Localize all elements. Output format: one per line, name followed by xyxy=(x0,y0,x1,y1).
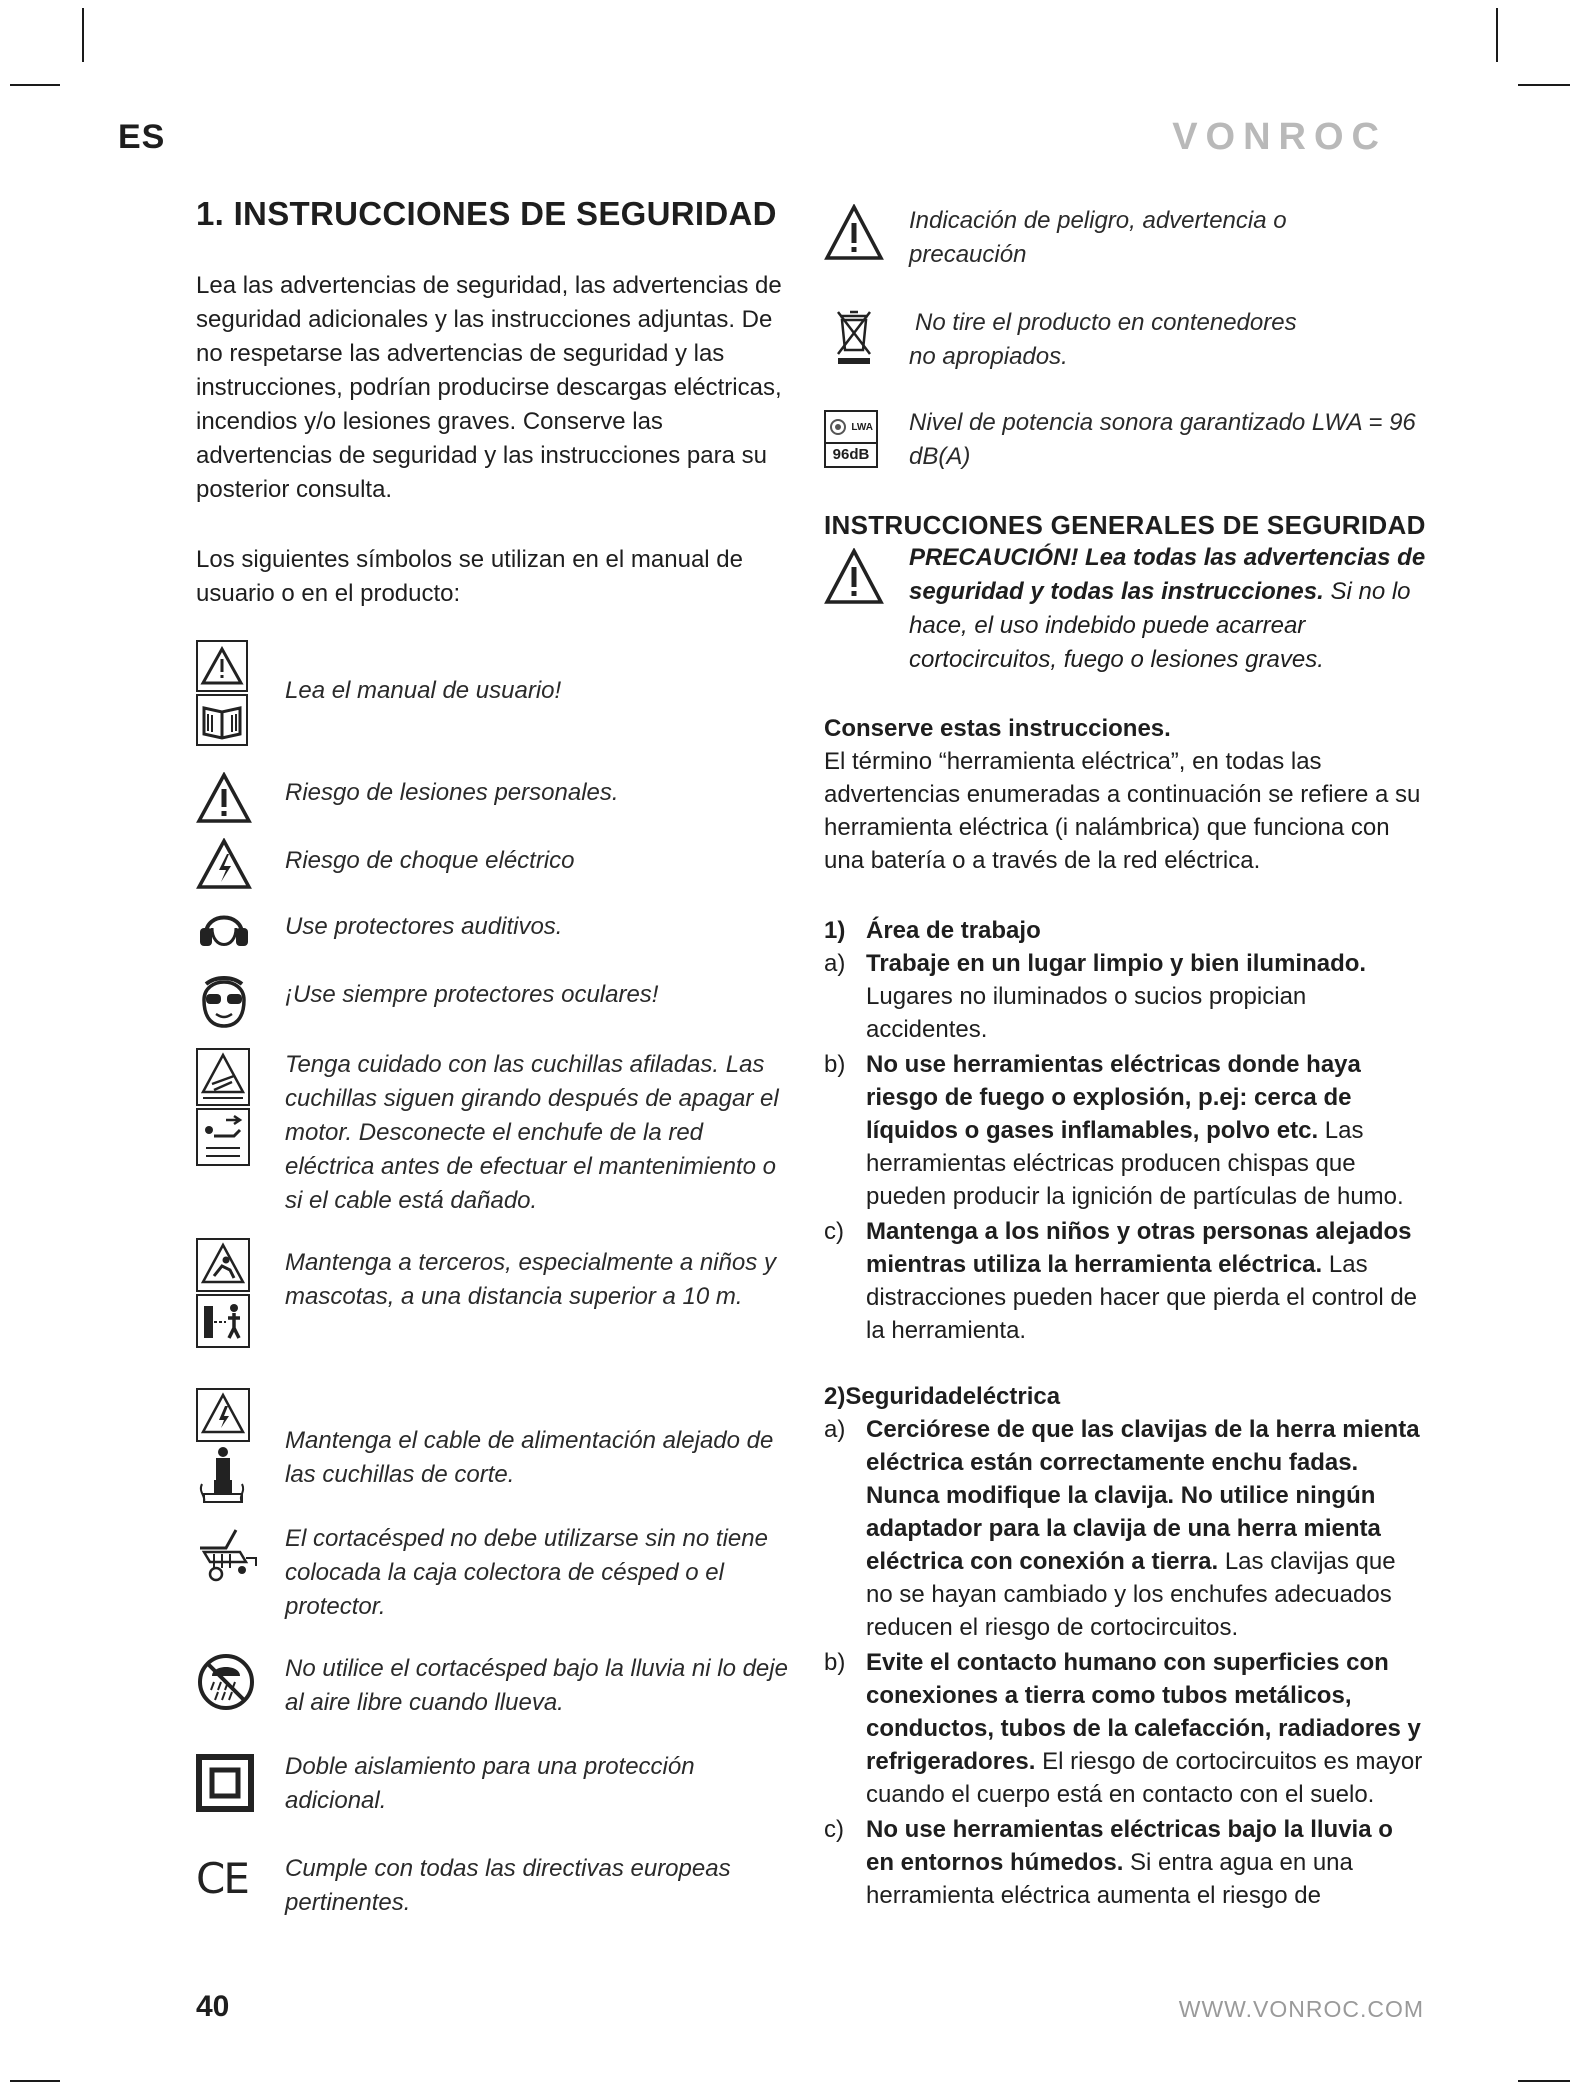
item-bold: Evite el contacto humano con superficies con conexiones a tierra como tubos metálicos, conductos, tubos de la calefacción, radiadores y refrigeradores. xyxy=(866,1649,1421,1775)
symbol-text: ¡Use siempre protectores oculares! xyxy=(285,981,659,1008)
crop-mark xyxy=(1496,8,1498,62)
sound-level-label: 96dB xyxy=(826,442,876,466)
sharp-blades-icon xyxy=(196,1048,250,1166)
item-label: c) xyxy=(824,1218,844,1245)
caution-icon xyxy=(824,548,884,611)
crop-mark xyxy=(82,8,84,62)
keep-distance-icon xyxy=(196,1238,250,1348)
section-number: 1) xyxy=(824,917,846,944)
double-insulation-icon xyxy=(196,1754,254,1812)
item-label: a) xyxy=(824,950,846,977)
crop-mark xyxy=(1518,2080,1570,2082)
symbol-text: Mantenga a terceros, especialmente a niños y mascotas, a una distancia superior a 10 m. xyxy=(285,1249,776,1310)
list-item xyxy=(824,1215,1424,1347)
cable-away-icon xyxy=(196,1388,250,1506)
symbol-text: Indicación de peligro, advertencia o precaución xyxy=(909,207,1287,268)
symbol-text: No tire el producto en contenedores no apropiados. xyxy=(909,309,1297,370)
section-title: Área de trabajo xyxy=(866,917,1041,944)
item-label: b) xyxy=(824,1649,846,1676)
item-label: a) xyxy=(824,1416,846,1443)
ear-protection-icon xyxy=(196,904,252,960)
no-rain-icon xyxy=(196,1652,256,1712)
left-column xyxy=(196,195,796,637)
sound-power-icon xyxy=(824,410,878,468)
keep-instructions xyxy=(824,712,1424,877)
crop-mark xyxy=(10,2080,60,2082)
website-url: WWW.VONROC.COM xyxy=(1178,1996,1424,2022)
language-code: ES xyxy=(118,118,166,156)
electric-shock-icon xyxy=(196,838,252,890)
warning-icon xyxy=(196,772,252,824)
list-item xyxy=(824,1813,1424,1912)
grass-box-icon xyxy=(196,1522,260,1586)
symbol-text: Riesgo de choque eléctrico xyxy=(285,847,575,874)
section-title: 2)Seguridadeléctrica xyxy=(824,1383,1061,1410)
symbol-text: Lea el manual de usuario! xyxy=(285,677,562,704)
item-label: b) xyxy=(824,1051,846,1078)
page-title: 1. INSTRUCCIONES DE SEGURIDAD xyxy=(196,195,777,232)
item-bold: No use herramientas eléctricas bajo la lluvia o en entornos húmedos. xyxy=(866,1816,1393,1876)
ce-mark-label: CE xyxy=(196,1854,248,1903)
item-text: Si entra agua en una herramienta eléctrica aumenta el riesgo de xyxy=(866,1849,1353,1909)
item-bold: Trabaje en un lugar limpio y bien iluminado. xyxy=(866,950,1367,977)
symbol-text: Use protectores auditivos. xyxy=(285,913,563,940)
keep-title: Conserve estas instrucciones. xyxy=(824,715,1171,742)
keep-text: El término “herramienta eléctrica”, en todas las advertencias enumeradas a continuación se refiere a su herramienta eléctrica (i nalámbrica) que funciona con una batería o a través de la red eléctrica. xyxy=(824,748,1421,874)
crop-mark xyxy=(10,84,60,86)
symbol-text: No utilice el cortacésped bajo la lluvia ni lo deje al aire libre cuando llueva. xyxy=(285,1655,788,1716)
general-safety-title: INSTRUCCIONES GENERALES DE SEGURIDAD xyxy=(824,510,1426,540)
symbol-text: Mantenga el cable de alimentación alejado de las cuchillas de corte. xyxy=(285,1427,774,1488)
list-item xyxy=(824,947,1424,1046)
item-label: c) xyxy=(824,1816,844,1843)
item-text: Lugares no iluminados o sucios propician accidentes. xyxy=(866,983,1307,1043)
item-bold: No use herramientas eléctricas donde haya riesgo de fuego o explosión, p.ej: cerca de líquidos o gases inflamables, polvo etc. xyxy=(866,1051,1361,1144)
item-text: El riesgo de cortocircuitos es mayor cuando el cuerpo está en contacto con el suelo. xyxy=(866,1748,1423,1808)
section-heading xyxy=(824,914,1424,947)
danger-icon xyxy=(824,204,884,267)
item-text: Las clavijas que no se hayan cambiado y los enchufes adecuados reducen el riesgo de cortocircuitos. xyxy=(866,1548,1396,1641)
item-text: Las distracciones pueden hacer que pierda el control de la herramienta. xyxy=(866,1251,1418,1344)
list-item xyxy=(824,1646,1424,1811)
sound-lwa-label: LWA xyxy=(851,421,873,433)
brand-logo: VONROC xyxy=(1172,116,1387,158)
symbol-text: Cumple con todas las directivas europeas pertinentes. xyxy=(285,1855,731,1916)
symbol-text: Nivel de potencia sonora garantizado LWA = 96 dB(A) xyxy=(909,409,1416,470)
caution-text xyxy=(909,541,1429,677)
symbol-text: Riesgo de lesiones personales. xyxy=(285,779,619,806)
list-item xyxy=(824,1413,1424,1644)
symbol-text: El cortacésped no debe utilizarse sin no tiene colocada la caja colectora de césped o el protector. xyxy=(285,1525,768,1620)
item-bold: Mantenga a los niños y otras personas alejados mientras utiliza la herramienta eléctrica. xyxy=(866,1218,1412,1278)
section-electrical-safety xyxy=(824,1380,1424,1912)
section-work-area xyxy=(824,914,1424,1347)
item-text: Las herramientas eléctricas producen chispas que pueden producir la ignición de partículas de humo. xyxy=(866,1117,1404,1210)
page-number: 40 xyxy=(196,1990,230,2023)
caution-rest: Si no lo hace, el uso indebido puede acarrear cortocircuitos, fuego o lesiones graves. xyxy=(909,578,1411,673)
item-bold: Cerciórese de que las clavijas de la herra mienta eléctrica están correctamente enchu fadas. Nunca modifique la clavija. No utilice ningún adaptador para la clavija de una herra mienta eléctrica con conexión a tierra. xyxy=(866,1416,1420,1575)
read-manual-icon xyxy=(196,640,248,746)
weee-bin-icon xyxy=(832,308,876,371)
eye-protection-icon xyxy=(196,970,252,1030)
ce-mark-icon xyxy=(196,1854,248,1903)
intro-paragraph: Lea las advertencias de seguridad, las advertencias de seguridad adicionales y las instrucciones adjuntas. De no respetarse las advertencias de seguridad y las instrucciones, podrían producirse descargas eléctricas, incendios y/o lesiones graves. Conserve las advertencias de seguridad y las instrucciones para su posterior consulta. xyxy=(196,272,782,503)
list-item xyxy=(824,1048,1424,1213)
symbol-text: Tenga cuidado con las cuchillas afiladas. Las cuchillas siguen girando después de apagar el motor. Desconecte el enchufe de la red eléctrica antes de efectuar el mantenimiento o si el cable está dañado. xyxy=(285,1051,779,1214)
caution-bold: PRECAUCIÓN! Lea todas las advertencias de seguridad y todas las instrucciones. xyxy=(909,544,1426,605)
symbols-intro: Los siguientes símbolos se utilizan en el manual de usuario o en el producto: xyxy=(196,546,743,607)
crop-mark xyxy=(1518,84,1570,86)
symbol-text: Doble aislamiento para una protección adicional. xyxy=(285,1753,695,1814)
